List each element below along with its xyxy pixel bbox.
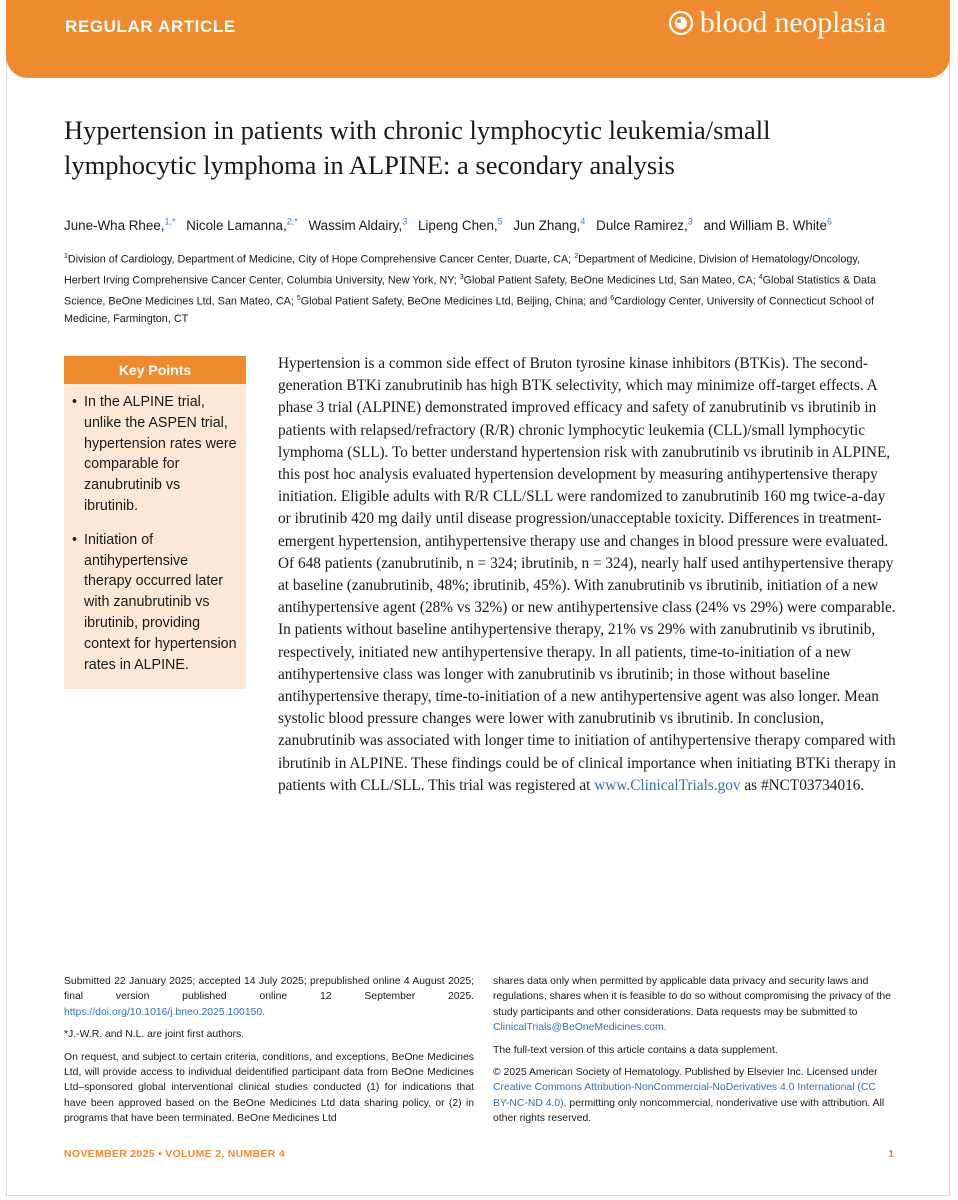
- author-name: Jun Zhang,: [513, 218, 581, 234]
- author[interactable]: [64, 218, 176, 233]
- author-affiliation-marker[interactable]: 3: [402, 217, 408, 227]
- author[interactable]: [596, 218, 693, 233]
- author-name: Wassim Aldairy,: [308, 218, 403, 234]
- footnotes-left-column: [64, 974, 474, 1134]
- license-tail: permitting only noncommercial, nonderivative use with attribution. All other rights reserved.: [493, 1097, 885, 1125]
- key-points-box: [64, 356, 246, 689]
- affiliation-text: Global Statistics & Data Science, BeOne Medicines Ltd, San Mateo, CA;: [64, 274, 877, 308]
- article-type-label: REGULAR ARTICLE: [65, 17, 236, 36]
- article-title: Hypertension in patients with chronic lymphocytic leukemia/small lymphocytic lymphoma in ALPINE: a secondary analysis: [64, 115, 771, 180]
- affiliation-number: 2: [574, 253, 579, 260]
- author-affiliation-marker[interactable]: 2,*: [286, 217, 298, 227]
- affiliation-text: Global Patient Safety, BeOne Medicines Ltd, Beijing, China; and: [300, 295, 608, 308]
- author[interactable]: [308, 218, 407, 233]
- affiliation-number: 6: [610, 295, 615, 303]
- author-list: [64, 217, 924, 233]
- clinicaltrials-link[interactable]: www.ClinicalTrials.gov: [594, 776, 741, 794]
- affiliation-text: Global Patient Safety, BeOne Medicines Ltd, San Mateo, CA;: [463, 274, 756, 287]
- doi-link[interactable]: https://doi.org/10.1016/j.bneo.2025.100150.: [64, 1006, 266, 1018]
- data-sharing-continued-text: shares data only when permitted by applicable data privacy and security laws and regulations, shares when it is feasible to do so without compromising the privacy of the study participants and other considerations. Data requests may be submitted to: [493, 976, 891, 1018]
- submission-dates: [64, 974, 474, 1020]
- issue-info: NOVEMBER 2025 • VOLUME 2, NUMBER 4: [64, 1148, 286, 1160]
- author-name: and William B. White: [703, 218, 827, 234]
- affiliation-number: 3: [459, 274, 464, 282]
- key-point-item: [72, 530, 238, 676]
- author-name: Dulce Ramirez,: [596, 218, 688, 234]
- author[interactable]: [186, 218, 298, 233]
- journal-logo[interactable]: [668, 3, 886, 43]
- abstract-body: Hypertension is a common side effect of Bruton tyrosine kinase inhibitors (BTKis). The second-generation BTKi zanubrutinib has high BTK selectivity, which may minimize off-target effects. A phase 3 trial (ALPINE) demonstrated improved efficacy and safety of zanubrutinib vs ibrutinib in patients with relapsed/refractory (R/R) chronic lymphocytic leukemia (CLL)/small lymphocytic lymphoma (SLL). To better understand hypertension risk with zanubrutinib vs ibrutinib in ALPINE, this post hoc analysis evaluated hypertension development by measuring antihypertensive therapy initiation. Eligible adults with R/R CLL/SLL were randomized to zanubrutinib 160 mg twice-a-day or ibrutinib 420 mg daily until disease progression/unacceptable toxicity. Differences in treatment-emergent hypertension, antihypertensive therapy use and changes in blood pressure were evaluated. Of 648 patients (zanubrutinib, n = 324; ibrutinib, n = 324), nearly half used antihypertensive therapy at baseline (zanubrutinib, 48%; ibrutinib, 45%). With zanubrutinib vs ibrutinib, initiation of a new antihypertensive agent (28% vs 32%) or new antihypertensive class (24% vs 29%) were comparable. In patients without baseline antihypertensive therapy, 21% vs 29% with zanubrutinib vs ibrutinib, respectively, initiated new antihypertensive therapy. In all patients, time-to-initiation of a new antihypertensive class was longer with zanubrutinib vs ibrutinib; in those without baseline antihypertensive therapy, time-to-initiation of a new antihypertensive agent was also longer. Mean systolic blood pressure changes were lower with zanubrutinib vs ibrutinib. In conclusion, zanubrutinib was associated with longer time to initiation of antihypertensive therapy compared with ibrutinib in ALPINE. These findings could be of clinical importance when initiating BTKi therapy in patients with CLL/SLL. This trial was registered at: [278, 355, 896, 794]
- author-affiliation-marker[interactable]: 5: [497, 217, 503, 227]
- license-link[interactable]: Creative Commons Attribution-NonCommercial-NoDerivatives 4.0 International (CC BY-NC-ND 4.0),: [493, 1082, 876, 1109]
- email-link[interactable]: ClinicalTrials@BeOneMedicines.com.: [493, 1022, 667, 1034]
- joint-authors-note: *J.-W.R. and N.L. are joint first authors.: [64, 1029, 245, 1041]
- abstract-tail: as #NCT03734016.: [744, 776, 865, 794]
- page-number: 1: [888, 1148, 894, 1160]
- bullet-icon: •: [72, 394, 78, 410]
- key-point-text: Initiation of antihypertensive therapy occurred later with zanubrutinib vs ibrutinib, providing context for hypertension rates in ALPINE.: [84, 531, 237, 673]
- copyright-text: © 2025 American Society of Hematology. Published by Elsevier Inc. Licensed under: [493, 1067, 878, 1079]
- affiliation-text: Division of Cardiology, Department of Medicine, City of Hope Comprehensive Cancer Center, Duarte, CA;: [67, 253, 572, 266]
- author[interactable]: [513, 218, 585, 233]
- affiliation-text: Cardiology Center, University of Connecticut School of Medicine, Farmington, CT: [64, 295, 875, 326]
- affiliation-number: 1: [64, 253, 68, 260]
- key-point-text: In the ALPINE trial, unlike the ASPEN trial, hypertension rates were comparable for zanubrutinib vs ibrutinib.: [84, 394, 237, 514]
- key-points-heading: Key Points: [64, 356, 246, 384]
- affiliation-text: Department of Medicine, Division of Hematology/Oncology, Herbert Irving Comprehensive Cancer Center, Columbia University, New York, NY;: [64, 253, 860, 287]
- abstract: [278, 353, 898, 797]
- affiliation-number: 4: [758, 274, 763, 282]
- author[interactable]: [703, 218, 832, 233]
- author-affiliation-marker[interactable]: 1,*: [164, 217, 176, 227]
- affiliation-number: 5: [296, 295, 301, 303]
- author-name: Lipeng Chen,: [417, 218, 498, 234]
- bullet-icon: •: [72, 531, 78, 548]
- author[interactable]: [418, 218, 503, 233]
- journal-name: blood neoplasia: [699, 6, 886, 39]
- data-supplement-note: The full-text version of this article contains a data supplement.: [493, 1044, 778, 1056]
- affiliations: [64, 248, 894, 329]
- submission-text: Submitted 22 January 2025; accepted 14 July 2025; prepublished online 4 August 2025; final version published online 12 September 2025.: [64, 976, 474, 1003]
- data-sharing-continued: [493, 974, 895, 1036]
- journal-banner: [6, 0, 950, 78]
- author-name: Nicole Lamanna,: [186, 218, 287, 234]
- author-affiliation-marker[interactable]: 3: [687, 217, 693, 227]
- key-points-list: [64, 384, 246, 675]
- blood-drop-logo-icon: [668, 10, 694, 36]
- author-affiliation-marker[interactable]: 6: [826, 217, 832, 227]
- author-affiliation-marker[interactable]: 4: [580, 217, 586, 227]
- key-point-item: [72, 392, 238, 517]
- footnotes-right-column: [493, 974, 895, 1134]
- copyright-license: [493, 1065, 895, 1127]
- data-sharing-statement: On request, and subject to certain criteria, conditions, and exceptions, BeOne Medicines Ltd, will provide access to individual deidentified participant data from BeOne Medicines Ltd–sponsored global interventional clinical studies conducted (1) for indications that have been approved based on the BeOne Medicines Ltd data sharing policy, or (2) in programs that have been terminated. BeOne Medicines Ltd: [64, 1051, 474, 1125]
- author-name: June-Wha Rhee,: [64, 218, 165, 234]
